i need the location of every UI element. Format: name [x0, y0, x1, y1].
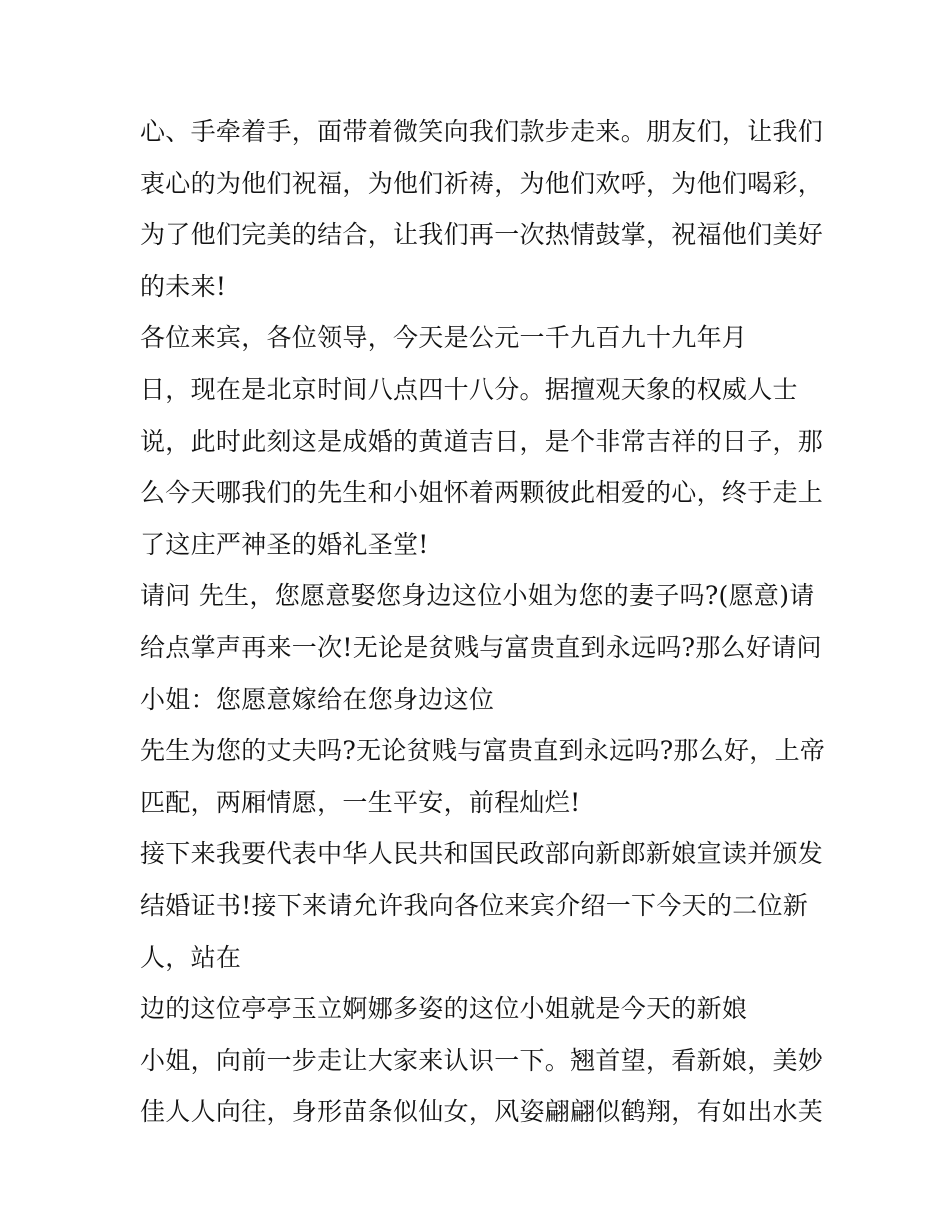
text-line: 小姐，向前一步走让大家来认识一下。翘首望，看新娘，美妙	[140, 1045, 824, 1075]
text-line: 结婚证书!接下来请允许我向各位来宾介绍一下今天的二位新	[140, 890, 809, 920]
text-line: 说，此时此刻这是成婚的黄道吉日，是个非常吉祥的日子，那	[140, 426, 824, 456]
text-line: 人，站在	[140, 942, 242, 972]
text-line: 日，现在是北京时间八点四十八分。据擅观天象的权威人士	[140, 374, 798, 404]
text-line: 给点掌声再来一次!无论是贫贱与富贵直到永远吗?那么好请问	[140, 632, 822, 662]
text-line: 边的这位亭亭玉立婀娜多姿的这位小姐就是今天的新娘	[140, 994, 748, 1024]
text-line: 匹配，两厢情愿，一生平安，前程灿烂!	[140, 787, 581, 817]
text-line: 佳人人向往，身形苗条似仙女，风姿翩翩似鹤翔，有如出水芙	[140, 1097, 824, 1127]
text-line: 的未来!	[140, 271, 227, 301]
text-line: 请问 先生，您愿意娶您身边这位小姐为您的妻子吗?(愿意)请	[140, 581, 815, 611]
text-line: 心、手牵着手，面带着微笑向我们款步走来。朋友们，让我们	[140, 117, 824, 146]
text-line: 么今天哪我们的先生和小姐怀着两颗彼此相爱的心，终于走上	[140, 478, 824, 508]
document-body	[140, 106, 830, 1138]
text-line: 为了他们完美的结合，让我们再一次热情鼓掌，祝福他们美好	[140, 220, 824, 250]
text-line: 了这庄严神圣的婚礼圣堂!	[140, 529, 429, 559]
text-line: 先生为您的丈夫吗?无论贫贱与富贵直到永远吗?那么好，上帝	[140, 736, 826, 766]
text-line: 小姐：您愿意嫁给在您身边这位	[140, 684, 495, 714]
text-line: 衷心的为他们祝福，为他们祈祷，为他们欢呼，为他们喝彩，	[140, 168, 824, 198]
text-line: 接下来我要代表中华人民共和国民政部向新郎新娘宣读并颁发	[140, 839, 824, 869]
text-line: 各位来宾，各位领导，今天是公元一千九百九十九年月	[140, 323, 748, 353]
